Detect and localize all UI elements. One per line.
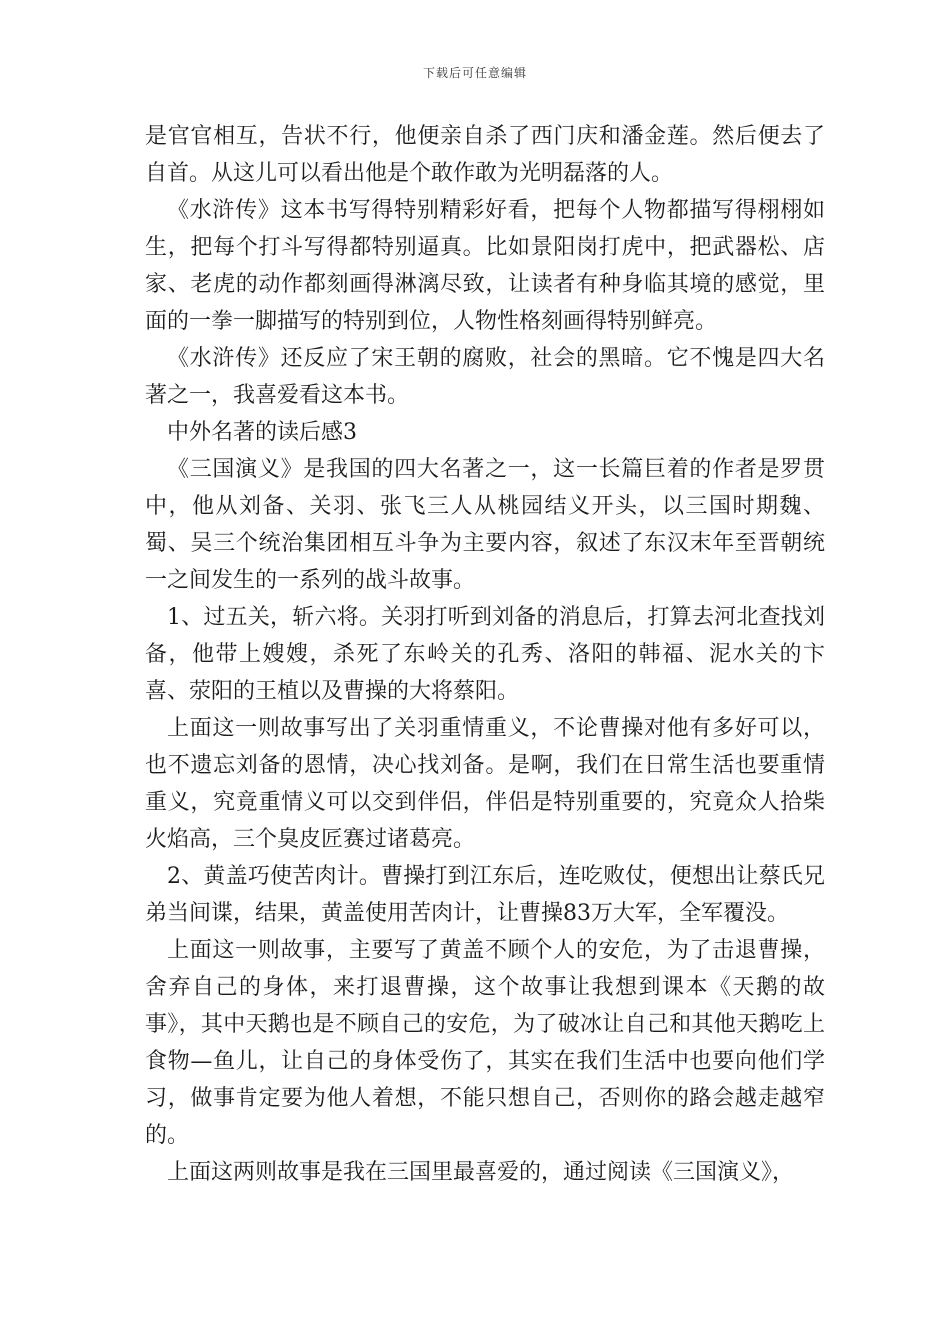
paragraph: 是官官相互，告状不行，他便亲自杀了西门庆和潘金莲。然后便去了自首。从这儿可以看出他是个敢作敢为光明磊落的人。	[145, 124, 825, 186]
paragraph: 上面这一则故事写出了关羽重情重义，不论曹操对他有多好可以，也不遗忘刘备的恩情，决心找刘备。是啊，我们在日常生活也要重情重义，究竟重情义可以交到伴侣，伴侣是特别重要的，究竟众人拾柴火焰高，三个臭皮匠赛过诸葛亮。	[145, 716, 825, 852]
document-body	[145, 118, 825, 1191]
paragraph: 上面这两则故事是我在三国里最喜爱的，通过阅读《三国演义》，	[167, 1160, 795, 1185]
paragraph: 《水浒传》还反应了宋王朝的腐败，社会的黑暗。它不愧是四大名著之一，我喜爱看这本书。	[145, 346, 825, 408]
paragraph: 2、黄盖巧使苦肉计。曹操打到江东后，连吃败仗，便想出让蔡氏兄弟当间谍，结果，黄盖使用苦肉计，让曹操83万大军，全军覆没。	[145, 864, 825, 926]
paragraph: 《三国演义》是我国的四大名著之一，这一长篇巨着的作者是罗贯中，他从刘备、关羽、张飞三人从桃园结义开头，以三国时期魏、蜀、吴三个统治集团相互斗争为主要内容，叙述了东汉末年至晋朝统一之间发生的一系列的战斗故事。	[145, 457, 825, 593]
section-heading: 中外名著的读后感3	[167, 420, 357, 445]
paragraph: 《水浒传》这本书写得特别精彩好看，把每个人物都描写得栩栩如生，把每个打斗写得都特别逼真。比如景阳岗打虎中，把武器松、店家、老虎的动作都刻画得淋漓尽致，让读者有种身临其境的感觉，里面的一拳一脚描写的特别到位，人物性格刻画得特别鲜亮。	[145, 198, 825, 334]
paragraph: 上面这一则故事，主要写了黄盖不顾个人的安危，为了击退曹操，舍弃自己的身体，来打退曹操，这个故事让我想到课本《天鹅的故事》，其中天鹅也是不顾自己的安危，为了破冰让自己和其他天鹅吃上食物—鱼儿，让自己的身体受伤了，其实在我们生活中也要向他们学习，做事肯定要为他人着想，不能只想自己，否则你的路会越走越窄的。	[145, 938, 825, 1148]
page-header: 下载后可任意编辑	[422, 66, 527, 80]
paragraph: 1、过五关，斩六将。关羽打听到刘备的消息后，打算去河北查找刘备，他带上嫂嫂，杀死了东岭关的孔秀、洛阳的韩福、泥水关的卞喜、荥阳的王植以及曹操的大将蔡阳。	[145, 605, 825, 704]
